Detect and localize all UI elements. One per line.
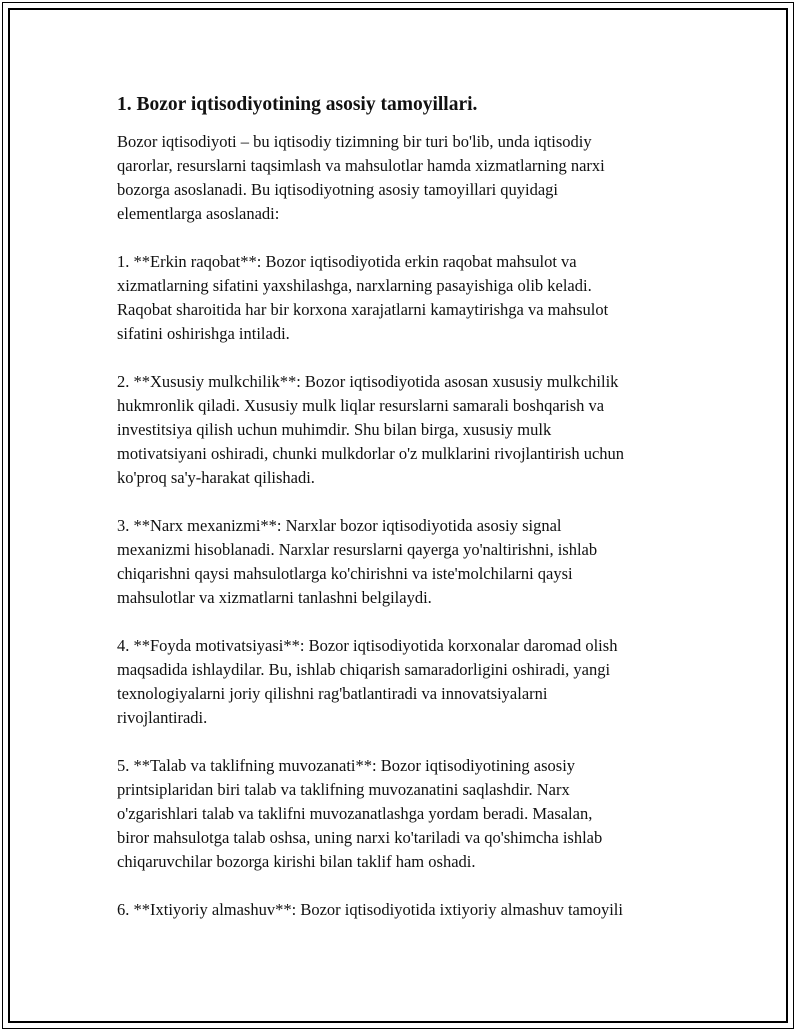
text-line: bozorga asoslanadi. Bu iqtisodiyotning asosiy tamoyillari quyidagi <box>117 180 559 199</box>
paragraph-narx-mexanizmi <box>117 514 692 610</box>
document-content <box>117 92 692 922</box>
text-line: Bozor iqtisodiyoti – bu iqtisodiy tizimning bir turi bo'lib, unda iqtisodiy <box>117 132 592 151</box>
text-line: maqsadida ishlaydilar. Bu, ishlab chiqarish samaradorligini oshiradi, yangi <box>117 660 611 679</box>
paragraph-talab-taklif <box>117 754 692 874</box>
text-line: texnologiyalarni joriy qilishni rag'batlantiradi va innovatsiyalarni <box>117 684 548 703</box>
intro-paragraph <box>117 130 692 226</box>
text-line: rivojlantiradi. <box>117 708 208 727</box>
text-line: motivatsiyani oshiradi, chunki mulkdorlar o'z mulklarini rivojlantirish uchun <box>117 444 625 463</box>
text-line: printsiplaridan biri talab va taklifning muvozanatini saqlashdir. Narx <box>117 780 570 799</box>
text-line: 4. **Foyda motivatsiyasi**: Bozor iqtisodiyotida korxonalar daromad olish <box>117 636 618 655</box>
text-line: mahsulotlar va xizmatlarni tanlashni belgilaydi. <box>117 588 432 607</box>
text-line: elementlarga asoslanadi: <box>117 204 280 223</box>
text-line: biror mahsulotga talab oshsa, uning narxi ko'tariladi va qo'shimcha ishlab <box>117 828 603 847</box>
text-line: 1. **Erkin raqobat**: Bozor iqtisodiyotida erkin raqobat mahsulot va <box>117 252 577 271</box>
text-line: 3. **Narx mexanizmi**: Narxlar bozor iqtisodiyotida asosiy signal <box>117 516 562 535</box>
text-line: ko'proq sa'y-harakat qilishadi. <box>117 468 315 487</box>
text-line: qarorlar, resurslarni taqsimlash va mahsulotlar hamda xizmatlarning narxi <box>117 156 605 175</box>
text-line: o'zgarishlari talab va taklifni muvozanatlashga yordam beradi. Masalan, <box>117 804 593 823</box>
paragraph-ixtiyoriy-almashuv <box>117 898 692 922</box>
document-title: 1. Bozor iqtisodiyotining asosiy tamoyillari. <box>117 94 478 115</box>
text-line: hukmronlik qiladi. Xususiy mulk liqlar resurslarni samarali boshqarish va <box>117 396 605 415</box>
text-line: chiqarishni qaysi mahsulotlarga ko'chirishni va iste'molchilarni qaysi <box>117 564 573 583</box>
text-line: 6. **Ixtiyoriy almashuv**: Bozor iqtisodiyotida ixtiyoriy almashuv tamoyili <box>117 900 623 919</box>
text-line: 5. **Talab va taklifning muvozanati**: Bozor iqtisodiyotining asosiy <box>117 756 576 775</box>
text-line: mexanizmi hisoblanadi. Narxlar resurslarni qayerga yo'naltirishni, ishlab <box>117 540 598 559</box>
text-line: xizmatlarning sifatini yaxshilashga, narxlarning pasayishiga olib keladi. <box>117 276 592 295</box>
text-line: sifatini oshirishga intiladi. <box>117 324 290 343</box>
paragraph-erkin-raqobat <box>117 250 692 346</box>
paragraph-foyda-motivatsiyasi <box>117 634 692 730</box>
text-line: investitsiya qilish uchun muhimdir. Shu bilan birga, xususiy mulk <box>117 420 552 439</box>
text-line: 2. **Xususiy mulkchilik**: Bozor iqtisodiyotida asosan xususiy mulkchilik <box>117 372 619 391</box>
text-line: Raqobat sharoitida har bir korxona xarajatlarni kamaytirishga va mahsulot <box>117 300 609 319</box>
paragraph-xususiy-mulkchilik <box>117 370 692 490</box>
text-line: chiqaruvchilar bozorga kirishi bilan taklif ham oshadi. <box>117 852 476 871</box>
